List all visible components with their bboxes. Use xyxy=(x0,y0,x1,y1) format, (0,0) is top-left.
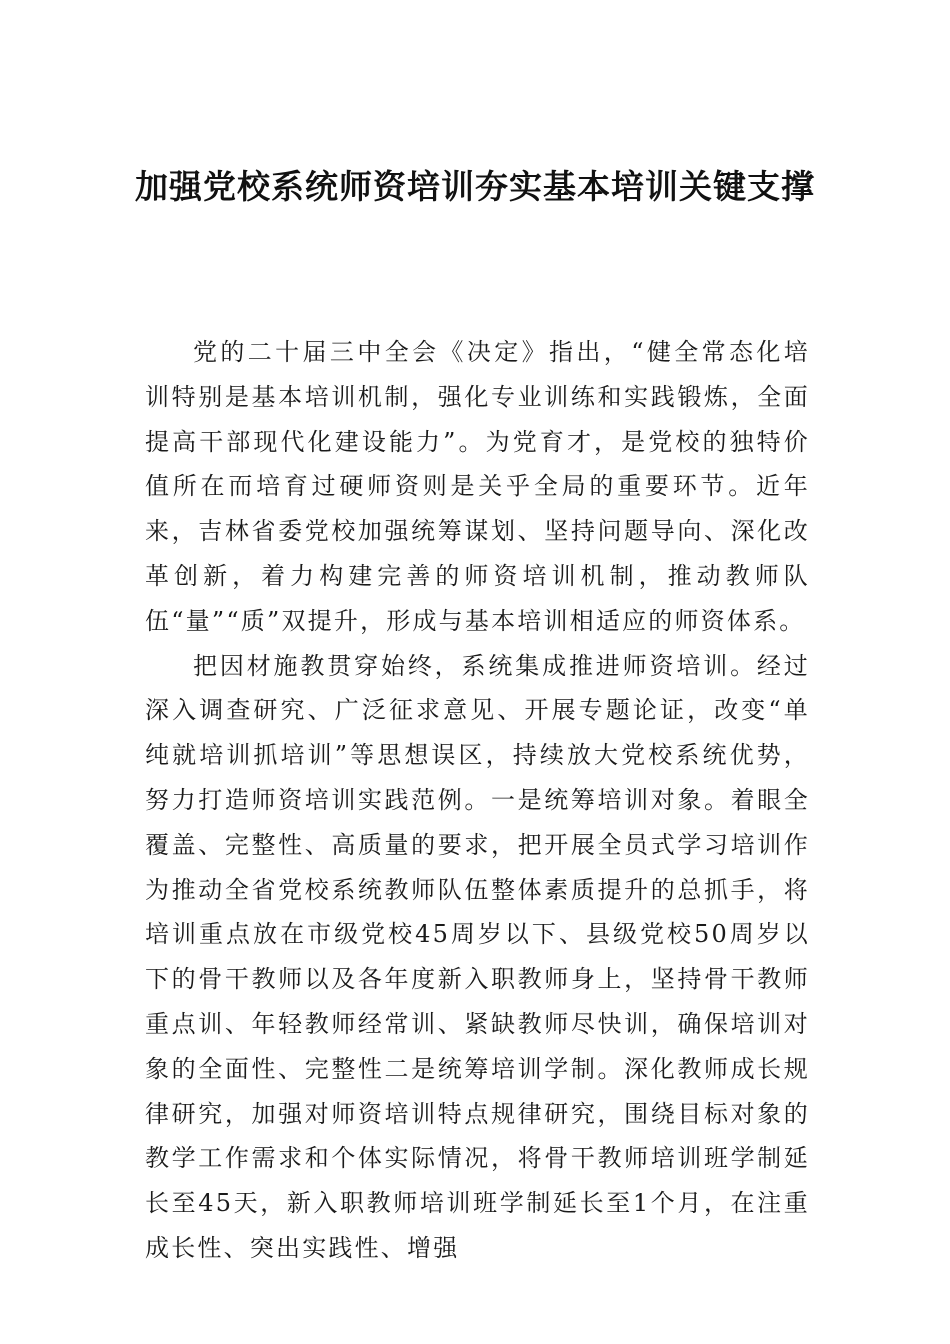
document-body xyxy=(145,330,810,1271)
document-title: 加强党校系统师资培训夯实基本培训关键支撑 xyxy=(135,167,815,206)
paragraph: 把因材施教贯穿始终，系统集成推进师资培训。经过深入调查研究、广泛征求意见、开展专题论证，改变“单纯就培训抓培训”等思想误区，持续放大党校系统优势，努力打造师资培训实践范例。一是统筹培训对象。着眼全覆盖、完整性、高质量的要求，把开展全员式学习培训作为推动全省党校系统教师队伍整体素质提升的总抓手，将培训重点放在市级党校45周岁以下、县级党校50周岁以下的骨干教师以及各年度新入职教师身上，坚持骨干教师重点训、年轻教师经常训、紧缺教师尽快训，确保培训对象的全面性、完整性二是统筹培训学制。深化教师成长规律研究，加强对师资培训特点规律研究，围绕目标对象的教学工作需求和个体实际情况，将骨干教师培训班学制延长至45天，新入职教师培训班学制延长至1个月，在注重成长性、突出实践性、增强 xyxy=(145,651,810,1262)
paragraph: 党的二十届三中全会《决定》指出，“健全常态化培训特别是基本培训机制，强化专业训练和实践锻炼，全面提高干部现代化建设能力”。为党育才，是党校的独特价值所在而培育过硬师资则是关乎全局的重要环节。近年来，吉林省委党校加强统筹谋划、坚持问题导向、深化改革创新，着力构建完善的师资培训机制，推动教师队伍“量”“质”双提升，形成与基本培训相适应的师资体系。 xyxy=(145,338,810,635)
